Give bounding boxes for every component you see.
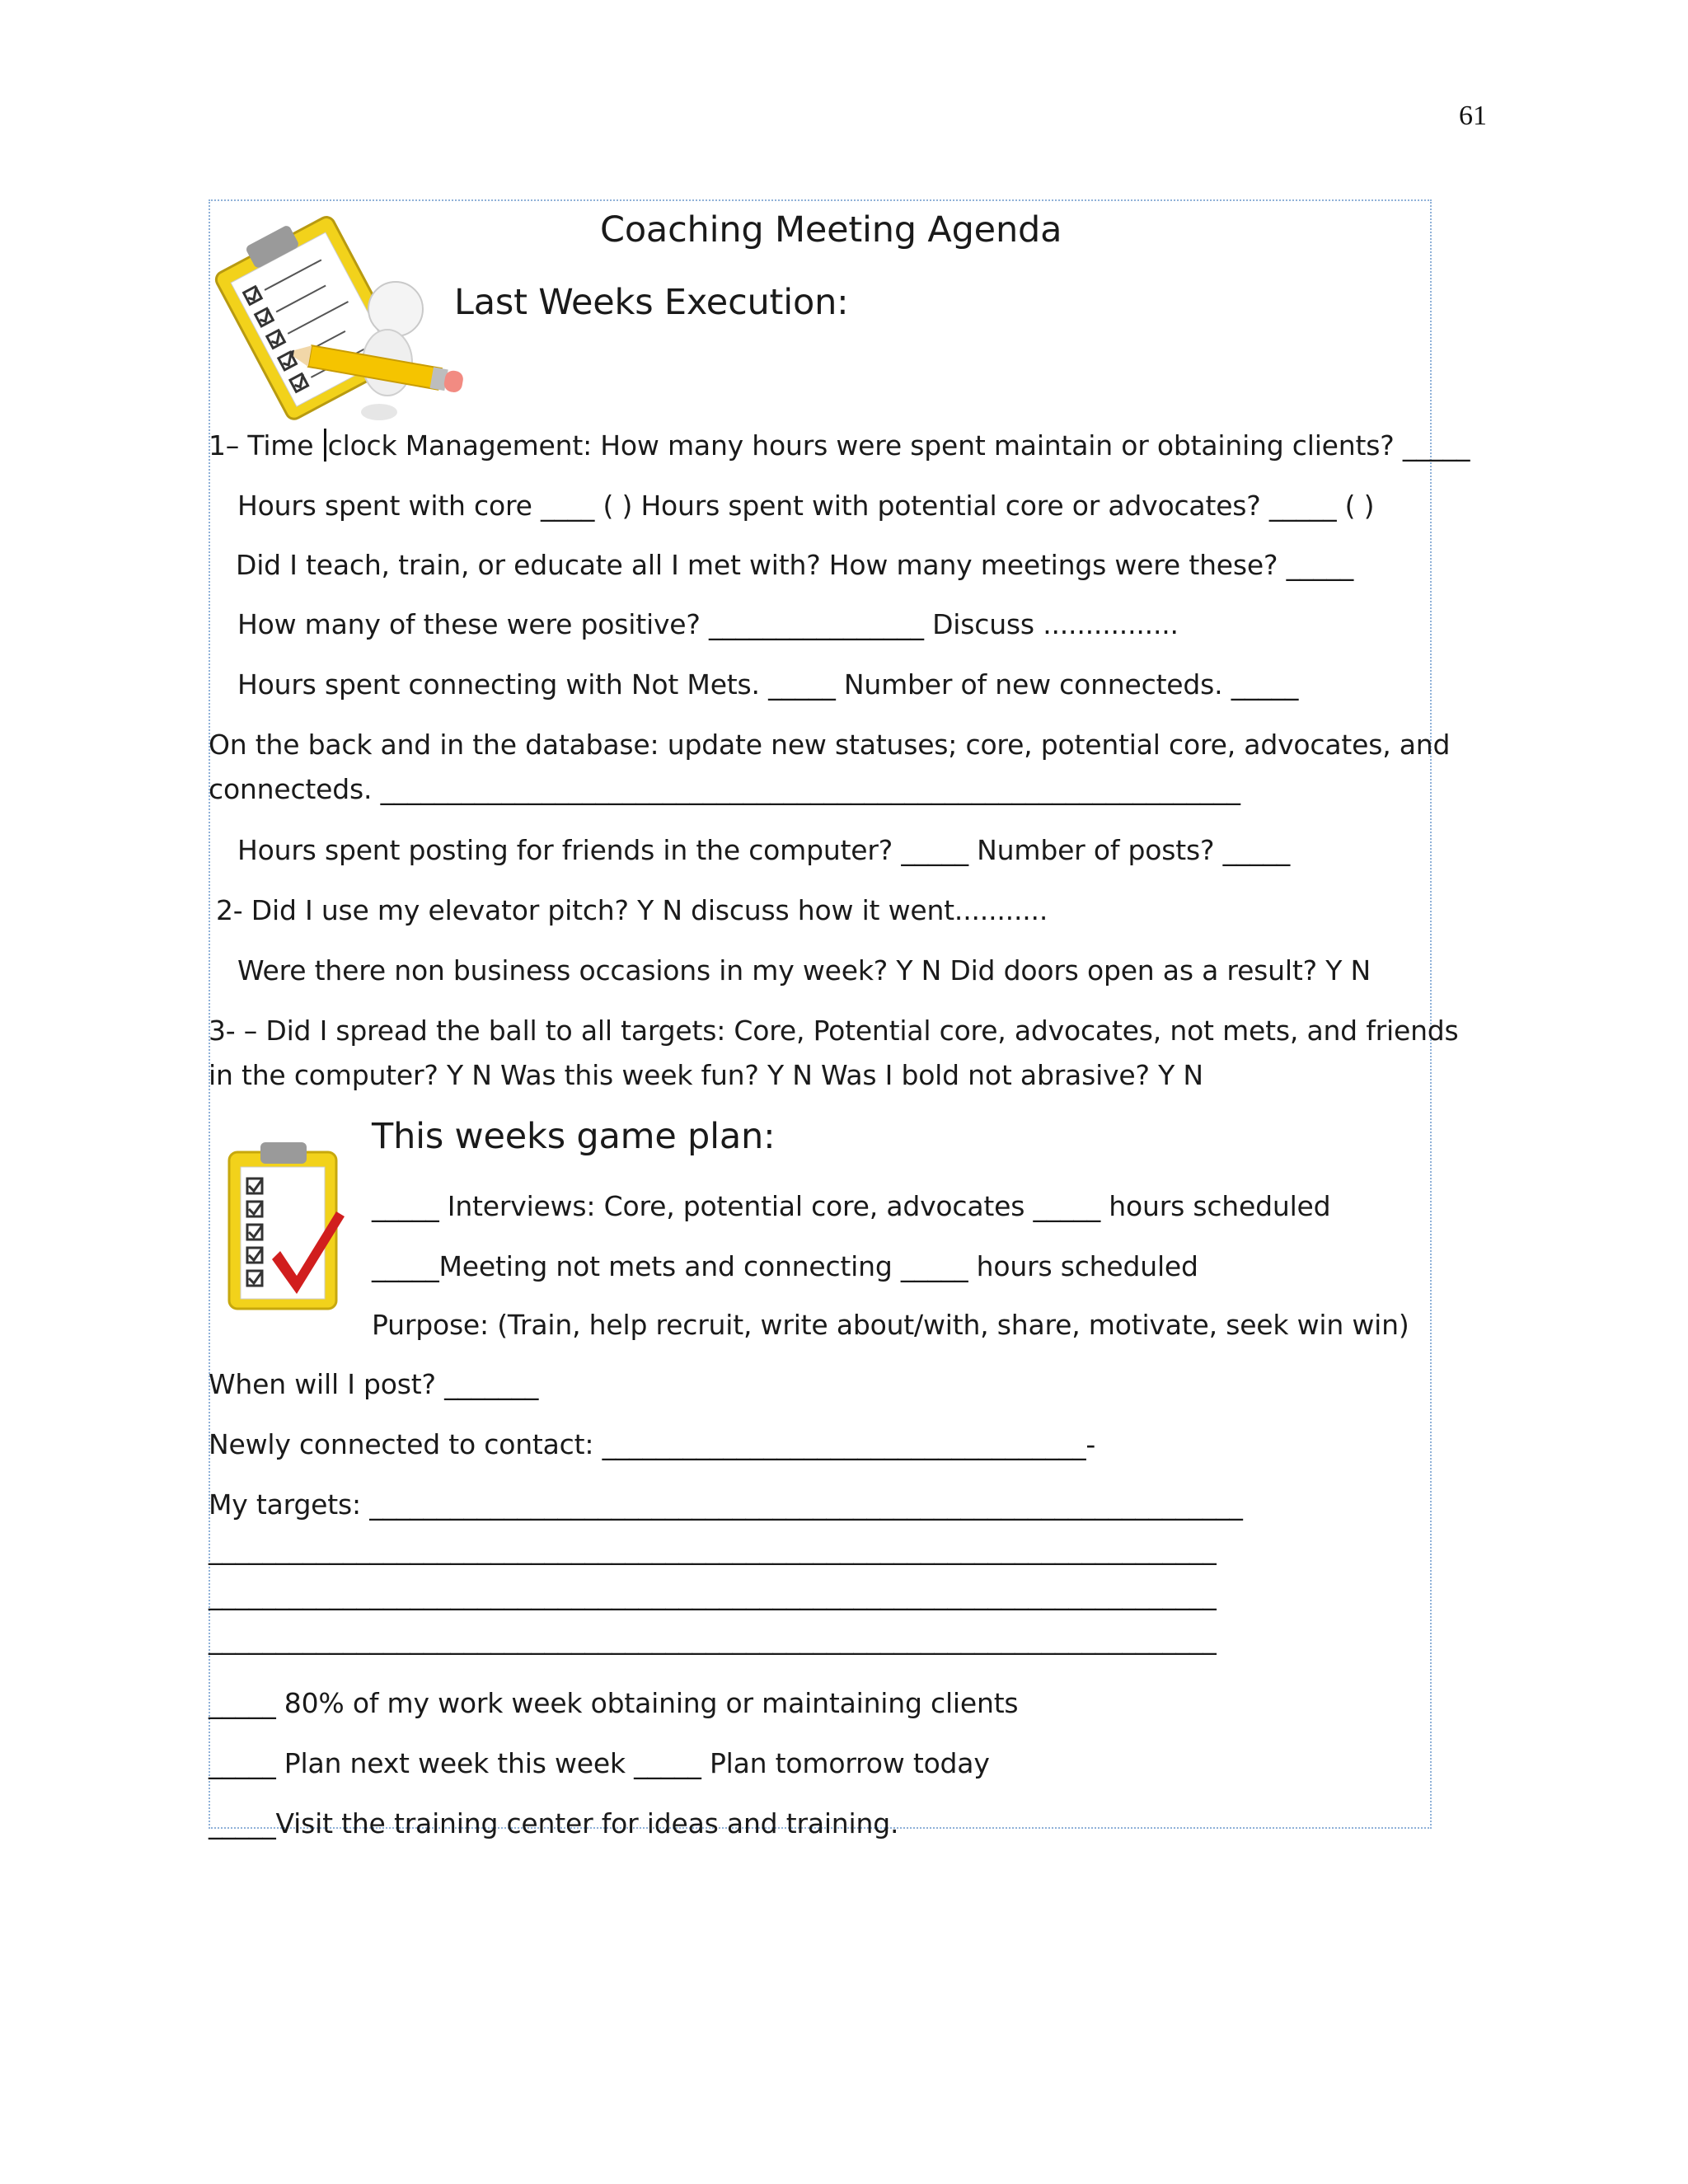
hours-core-line: Hours spent with core ____ ( ) Hours spent with potential core or advocates? _____ ( ) (237, 490, 1375, 522)
blank-line: ___________________________________________________________________________ (209, 1623, 1217, 1655)
question-1-time-clock (209, 429, 1470, 462)
when-post-line: When will I post? _______ (209, 1368, 539, 1400)
question-3-line-2: in the computer? Y N Was this week fun? Y N Was I bold not abrasive? Y N (209, 1059, 1203, 1091)
newly-connected-line: Newly connected to contact: ____________________________________- (209, 1428, 1096, 1460)
clipboard-check-icon (221, 1136, 353, 1325)
question-1-text: clock Management: How many hours were spent maintain or obtaining clients? _____ (327, 429, 1470, 462)
last-week-heading: Last Weeks Execution: (454, 282, 849, 323)
purpose-line: Purpose: (Train, help recruit, write about/with, share, motivate, seek win win) (372, 1309, 1409, 1341)
back-database-line-2: connecteds. ________________________________________________________________ (209, 773, 1240, 805)
game-plan-heading: This weeks game plan: (372, 1116, 776, 1157)
text-cursor (324, 429, 326, 462)
blank-line: ___________________________________________________________________________ (209, 1533, 1217, 1565)
clipboard-pencil-figure-icon (210, 210, 490, 424)
not-mets-line: Hours spent connecting with Not Mets. _____ Number of new connecteds. _____ (237, 668, 1299, 701)
plan-next-week-line: _____ Plan next week this week _____ Plan tomorrow today (209, 1747, 990, 1779)
teach-train-line: Did I teach, train, or educate all I met with? How many meetings were these? _____ (236, 549, 1354, 581)
my-targets-line: My targets: _________________________________________________________________ (209, 1488, 1243, 1521)
question-1-prefix: 1– Time (209, 429, 314, 462)
positive-line: How many of these were positive? ________________ Discuss ................ (237, 608, 1179, 640)
page-number: 61 (1459, 101, 1487, 131)
meeting-line: _____Meeting not mets and connecting _____ hours scheduled (372, 1250, 1198, 1282)
posting-line: Hours spent posting for friends in the computer? _____ Number of posts? _____ (237, 834, 1291, 866)
interviews-line: _____ Interviews: Core, potential core, advocates _____ hours scheduled (372, 1190, 1331, 1222)
page-title: Coaching Meeting Agenda (600, 209, 1062, 251)
visit-training-line: _____Visit the training center for ideas and training. (209, 1807, 899, 1840)
question-2-occasions: Were there non business occasions in my week? Y N Did doors open as a result? Y N (237, 954, 1371, 987)
back-database-line-1: On the back and in the database: update new statuses; core, potential core, advocates, and (209, 729, 1451, 761)
question-2-pitch: 2- Did I use my elevator pitch? Y N discuss how it went........... (216, 894, 1048, 926)
question-3-line-1: 3- – Did I spread the ball to all targets: Core, Potential core, advocates, not mets, and friends (209, 1015, 1459, 1047)
eighty-percent-line: _____ 80% of my work week obtaining or maintaining clients (209, 1687, 1019, 1719)
blank-line: ___________________________________________________________________________ (209, 1578, 1217, 1610)
